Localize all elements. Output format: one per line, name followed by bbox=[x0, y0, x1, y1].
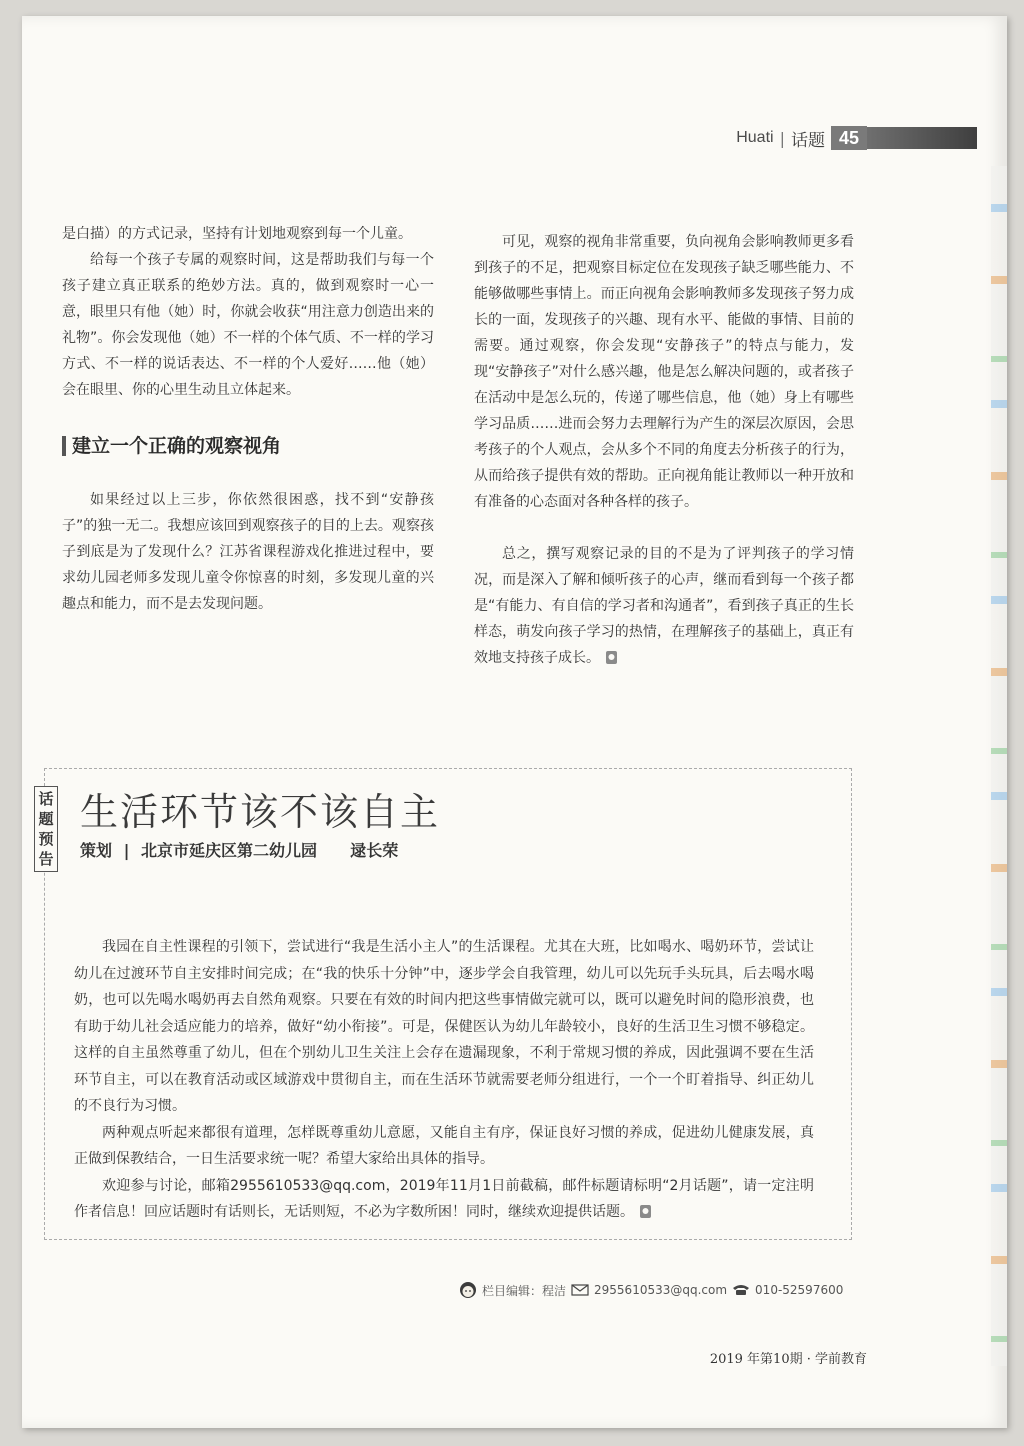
end-mark-icon bbox=[604, 649, 620, 667]
right-paragraph-2: 总之，撰写观察记录的目的不是为了评判孩子的学习情况，而是深入了解和倾听孩子的心声，继而看到每一个孩子都是“有能力、有自信的学习者和沟通者”，看到孩子真正的生长样态，萌发向孩子学习的热情，在理解孩子的基础上，真正有效地支持孩子成长。 bbox=[474, 546, 854, 666]
editor-name: 栏目编辑：程洁 bbox=[482, 1283, 567, 1298]
right-paragraph-2-wrap bbox=[474, 541, 854, 671]
section-heading bbox=[62, 433, 434, 459]
preview-paragraph-3-wrap bbox=[74, 1173, 814, 1226]
topic-preview-title: 生活环节该不该自主 bbox=[80, 790, 441, 834]
section-heading-text: 建立一个正确的观察视角 bbox=[72, 435, 282, 457]
byline-separator: | bbox=[123, 841, 130, 860]
right-paragraph-1: 可见，观察的视角非常重要，负向视角会影响教师更多看到孩子的不足，把观察目标定位在发现孩子缺乏哪些能力、不能够做哪些事情上。而正向视角会影响教师多发现孩子努力成长的一面，发现孩子的兴趣、现有水平、能做的事情、目前的需要。通过观察，你会发现“安静孩子”的特点与能力，发现“安静孩子”对什么感兴趣，他是怎么解决问题的，或者孩子在活动中是怎么玩的，传递了哪些信息，他（她）身上有哪些学习品质……进而会努力去理解行为产生的深层次原因，会思考孩子的个人观点，会从多个不同的角度去分析孩子的行为，从而给孩子提供有效的帮助。正向视角能让教师以一种开放和有准备的心态面对各种各样的孩子。 bbox=[474, 234, 854, 510]
running-header bbox=[736, 124, 977, 152]
column-editor-info bbox=[454, 1281, 843, 1299]
preview-paragraph-2: 两种观点听起来都很有道理，怎样既尊重幼儿意愿，又能自主有序，保证良好习惯的养成，促进幼儿健康发展，真正做到保教结合，一日生活要求统一呢？希望大家给出具体的指导。 bbox=[74, 1124, 814, 1167]
preview-tag-char: 话 bbox=[38, 790, 54, 808]
byline-name: 逯长荣 bbox=[350, 841, 399, 860]
phone-icon bbox=[732, 1284, 750, 1296]
mail-icon bbox=[571, 1284, 589, 1296]
right-column bbox=[474, 229, 854, 671]
editor-avatar-icon bbox=[459, 1281, 477, 1299]
page-number: 45 bbox=[831, 126, 867, 150]
section-heading-bar bbox=[62, 436, 66, 456]
preview-tag-char: 预 bbox=[38, 830, 54, 848]
running-header-en: Huati bbox=[736, 129, 774, 146]
magazine-page bbox=[22, 16, 1007, 1428]
preview-paragraph-1: 我园在自主性课程的引领下，尝试进行“我是生活小主人”的生活课程。尤其在大班，比如喝水、喝奶环节，尝试让幼儿在过渡环节自主安排时间完成；在“我的快乐十分钟”中，逐步学会自我管理，幼儿可以先玩手头玩具，后去喝水喝奶，也可以先喝水喝奶再去自然角观察。只要在有效的时间内把这些事情做完就可以，既可以避免时间的隐形浪费，也有助于幼儿社会适应能力的培养，做好“幼小衔接”。可是，保健医认为幼儿年龄较小，良好的生活卫生习惯不够稳定。这样的自主虽然尊重了幼儿，但在个别幼儿卫生关注上会存在遗漏现象，不利于常规习惯的养成，因此强调不要在生活环节自主，可以在教育活动或区域游戏中贯彻自主，而在生活环节就需要老师分组进行，一个一个盯着指导、纠正幼儿的不良行为习惯。 bbox=[74, 939, 814, 1114]
editor-email: 2955610533@qq.com bbox=[594, 1283, 728, 1297]
byline-organization: 北京市延庆区第二幼儿园 bbox=[141, 841, 318, 860]
left-paragraph-1: 是白描）的方式记录，坚持有计划地观察到每一个儿童。 bbox=[62, 226, 412, 242]
left-column bbox=[62, 221, 434, 617]
running-header-zh: 话题 bbox=[790, 130, 825, 151]
byline-label: 策划 bbox=[80, 841, 113, 860]
preview-tag-char: 题 bbox=[38, 810, 54, 828]
issue-footer: 2019 年第10期 · 学前教育 bbox=[709, 1352, 867, 1367]
preview-tag-char: 告 bbox=[38, 850, 54, 868]
left-paragraph-2: 给每一个孩子专属的观察时间，这是帮助我们与每一个孩子建立真正联系的绝妙方法。真的，做到观察时一心一意，眼里只有他（她）时，你就会收获“用注意力创造出来的礼物”。你会发现他（她）不一样的个体气质、不一样的学习方式、不一样的说话表达、不一样的个人爱好……他（她）会在眼里、你的心里生动且立体起来。 bbox=[62, 252, 434, 398]
page-edge-strip bbox=[991, 166, 1007, 1366]
editor-phone: 010-52597600 bbox=[755, 1283, 844, 1297]
topic-preview-body bbox=[74, 934, 814, 1226]
preview-paragraph-3: 欢迎参与讨论，邮箱2955610533@qq.com，2019年11月1日前截稿，邮件标题请标明“2月话题”，请一定注明作者信息！回应话题时有话则长，无话则短，不必为字数所困！同时，继续欢迎提供话题。 bbox=[74, 1177, 814, 1220]
end-mark-icon bbox=[638, 1203, 654, 1221]
left-paragraph-3: 如果经过以上三步，你依然很困惑，找不到“安静孩子”的独一无二。我想应该回到观察孩子的目的上去。观察孩子到底是为了发现什么？江苏省课程游戏化推进过程中，要求幼儿园老师多发现儿童令你惊喜的时刻，多发现儿童的兴趣点和能力，而不是去发现问题。 bbox=[62, 492, 434, 612]
running-header-separator: | bbox=[779, 128, 785, 148]
header-rule bbox=[867, 127, 977, 149]
topic-preview-tag bbox=[34, 786, 58, 872]
topic-preview-byline bbox=[80, 838, 398, 861]
